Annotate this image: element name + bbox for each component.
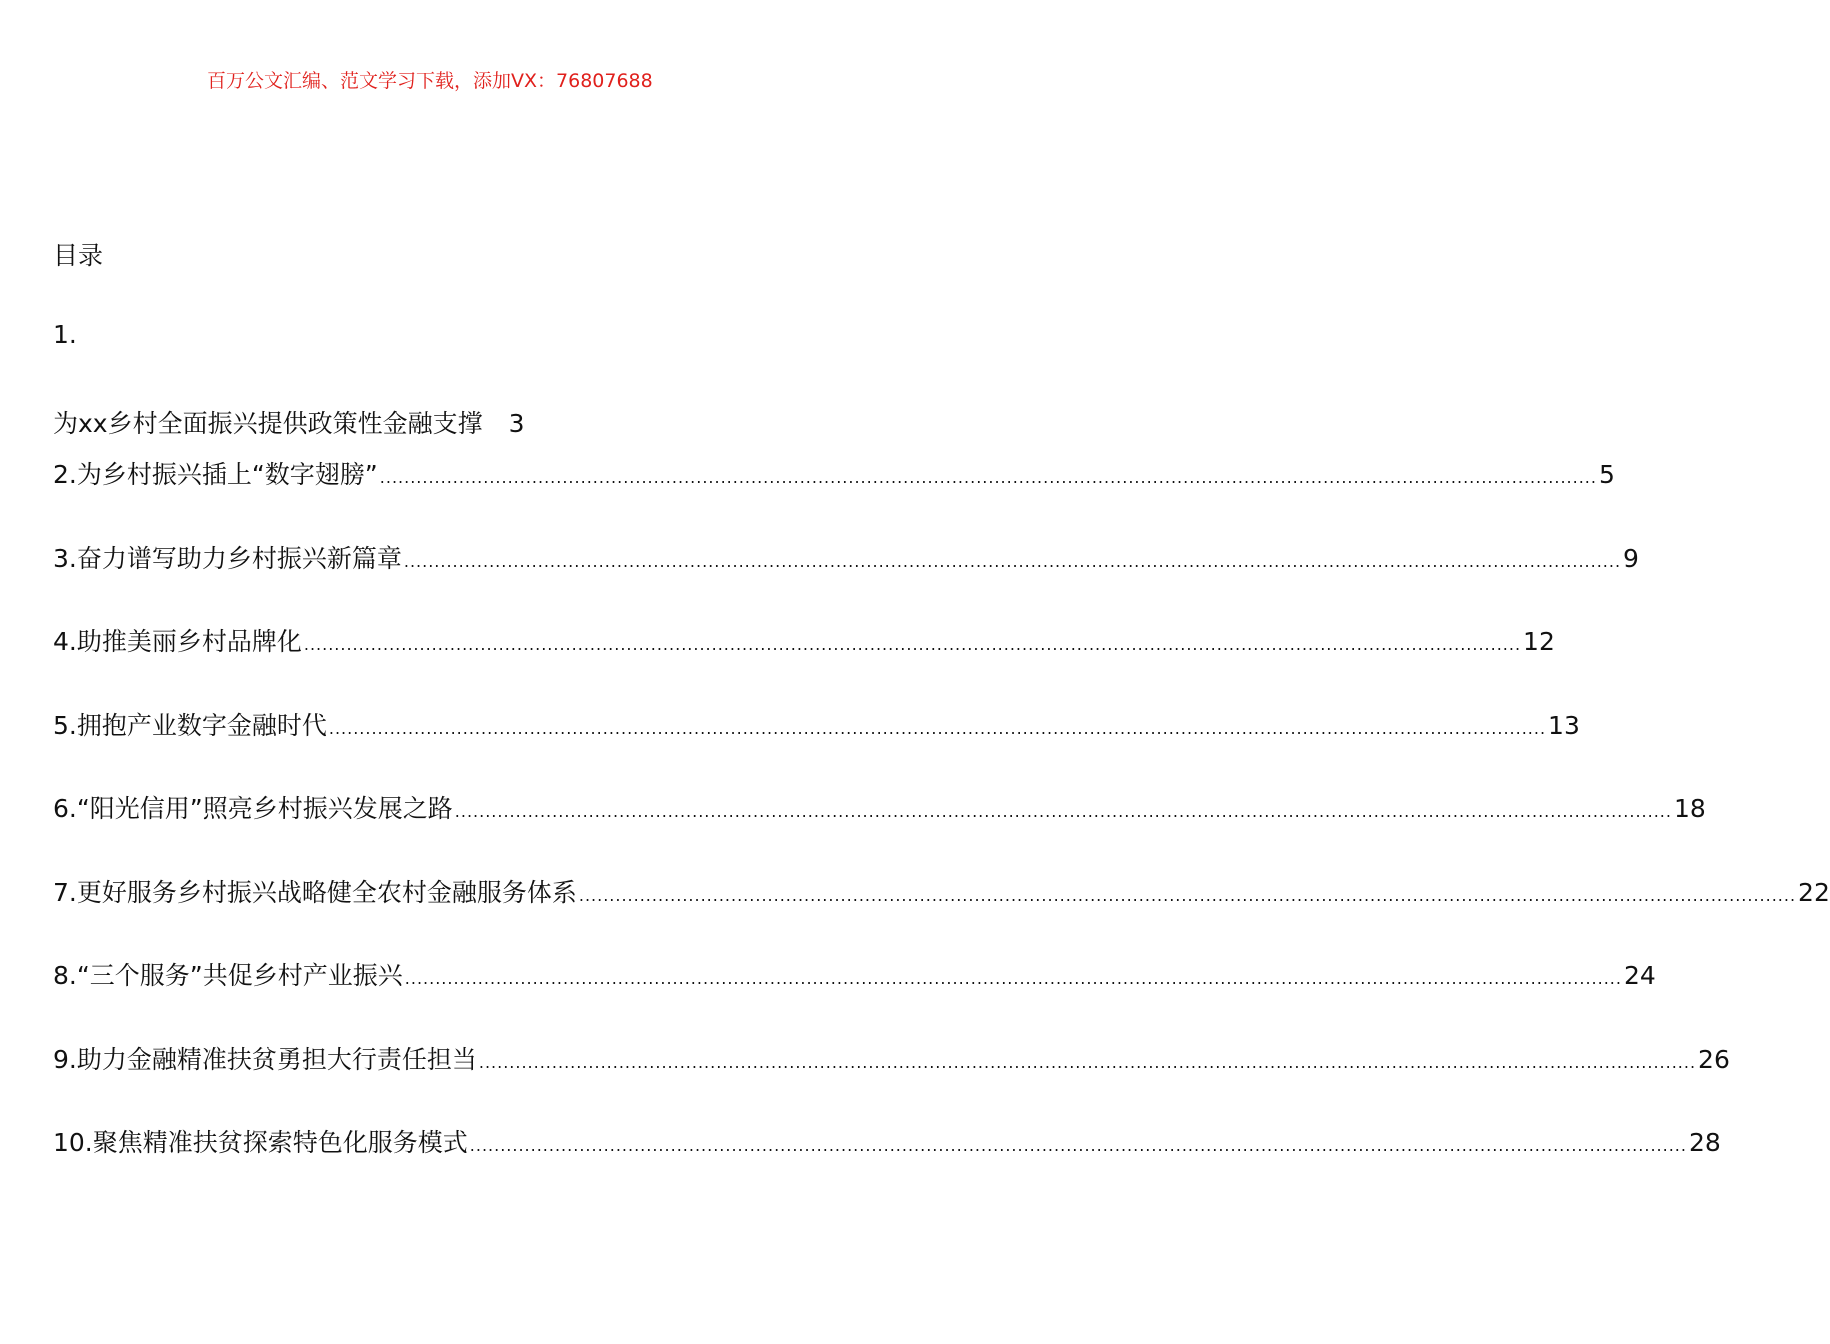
toc-entry-page: 28 bbox=[1688, 1128, 1721, 1157]
toc-leader-dots: ........................................................................................................................................................................................................ bbox=[328, 719, 1547, 738]
toc-entry-page: 22 bbox=[1798, 878, 1830, 907]
toc-entry-page: 18 bbox=[1673, 794, 1706, 823]
toc-entry-page: 9 bbox=[1623, 544, 1639, 573]
toc-entry-1[interactable] bbox=[53, 404, 525, 440]
toc-entry-4[interactable] bbox=[53, 622, 1555, 658]
toc-entry-label: 9.助力金融精准扶贫勇担大行责任担当 bbox=[53, 1045, 477, 1074]
toc-leader-dots: ........................................................................................................................................................................................................ bbox=[403, 552, 1622, 571]
toc-leader-dots: ........................................................................................................................................................................................................ bbox=[478, 1053, 1697, 1072]
toc-entry-6[interactable] bbox=[53, 789, 1706, 825]
toc-entry-label: 8.“三个服务”共促乡村产业振兴 bbox=[53, 961, 403, 990]
toc-entry-page: 5 bbox=[1598, 460, 1615, 489]
toc-entry-label: 10.聚焦精准扶贫探索特色化服务模式 bbox=[53, 1128, 468, 1157]
toc-leader-dots: ........................................................................................................................................................................................................ bbox=[303, 635, 1522, 654]
toc-leader-dots: ........................................................................................................................................................................................................ bbox=[404, 969, 1622, 988]
toc-entry-label: 4.助推美丽乡村品牌化 bbox=[53, 627, 302, 656]
toc-entry-page: 12 bbox=[1523, 627, 1555, 656]
toc-leader-dots: ........................................................................................................................................................................................................ bbox=[379, 468, 1597, 487]
toc-entry-label: 2.为乡村振兴插上“数字翅膀” bbox=[53, 460, 378, 489]
toc-entry-label: 3.奋力谱写助力乡村振兴新篇章 bbox=[53, 544, 402, 573]
toc-entry-page: 26 bbox=[1698, 1045, 1730, 1074]
toc-entry-1-label: 为xx乡村全面振兴提供政策性金融支撑 bbox=[53, 409, 483, 438]
toc-entry-7[interactable] bbox=[53, 873, 1830, 909]
toc-leader-dots: ........................................................................................................................................................................................................ bbox=[578, 886, 1797, 905]
toc-entry-label: 5.拥抱产业数字金融时代 bbox=[53, 711, 327, 740]
toc-entry-2[interactable] bbox=[53, 455, 1615, 491]
toc-entry-8[interactable] bbox=[53, 956, 1656, 992]
toc-title: 目录 bbox=[53, 241, 104, 270]
header-note: 百万公文汇编、范文学习下载，添加VX：76807688 bbox=[207, 70, 653, 92]
toc-entry-1-number: 1. bbox=[53, 320, 77, 349]
toc-entry-page: 24 bbox=[1623, 961, 1656, 990]
toc-entry-1-page: 3 bbox=[508, 409, 525, 438]
toc-entry-9[interactable] bbox=[53, 1040, 1730, 1076]
toc-entry-3[interactable] bbox=[53, 539, 1639, 575]
toc-entry-5[interactable] bbox=[53, 706, 1580, 742]
toc-entry-label: 6.“阳光信用”照亮乡村振兴发展之路 bbox=[53, 794, 453, 823]
toc-entry-label: 7.更好服务乡村振兴战略健全农村金融服务体系 bbox=[53, 878, 577, 907]
toc-entry-10[interactable] bbox=[53, 1123, 1721, 1159]
toc-leader-dots: ........................................................................................................................................................................................................ bbox=[454, 802, 1672, 821]
toc-leader-dots: ........................................................................................................................................................................................................ bbox=[469, 1136, 1687, 1155]
toc-entry-page: 13 bbox=[1548, 711, 1580, 740]
